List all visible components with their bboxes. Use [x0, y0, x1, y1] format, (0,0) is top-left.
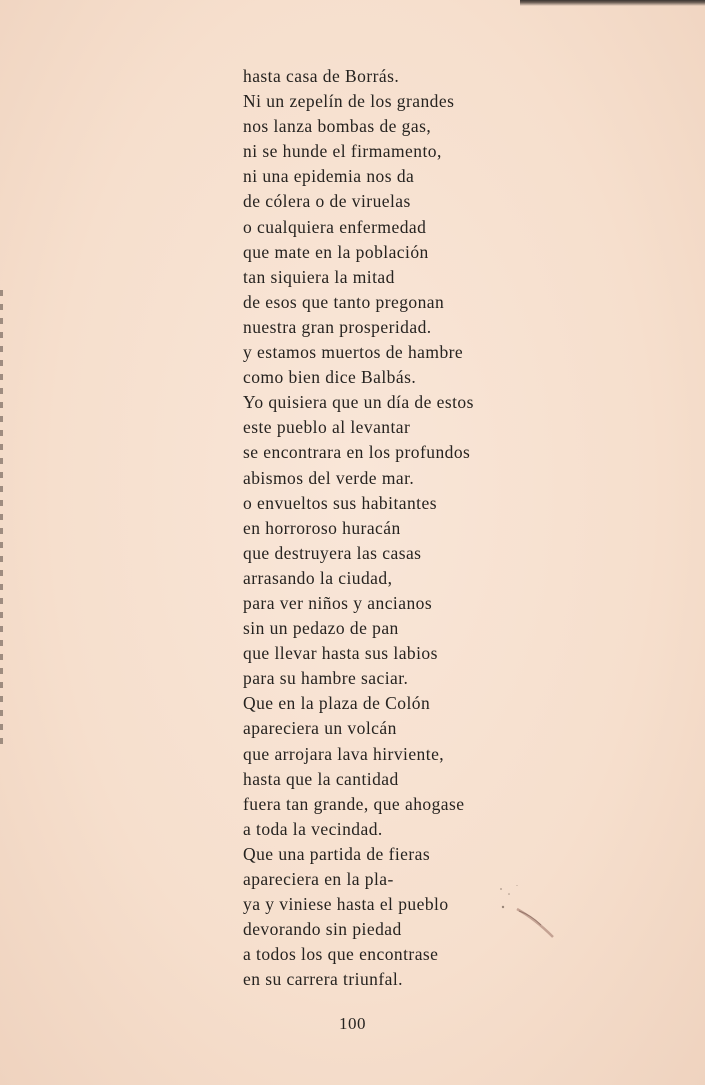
page-top-edge-shadow	[520, 0, 705, 6]
poem-line: devorando sin piedad	[243, 919, 402, 940]
poem-line: Que una partida de fieras	[243, 843, 431, 864]
poem-line: o cualquiera enfermedad	[243, 216, 427, 237]
poem-line: que mate en la población	[243, 241, 429, 262]
poem-line: de cólera o de viruelas	[243, 191, 411, 212]
poem-line: que llevar hasta sus labios	[243, 643, 438, 664]
poem-line: Que en la plaza de Colón	[243, 693, 431, 714]
poem-line: arrasando la ciudad,	[243, 567, 393, 588]
poem-line: hasta casa de Borrás.	[243, 66, 400, 86]
poem-line: apareciera en la pla-	[243, 869, 394, 889]
poem-line: se encontrara en los profundos	[243, 442, 471, 463]
poem-line: en su carrera triunfal.	[243, 969, 403, 990]
poem-line: para su hambre saciar.	[243, 668, 409, 689]
page-binding-edge	[0, 290, 3, 750]
page-number: 100	[339, 1014, 366, 1033]
poem-line: tan siquiera la mitad	[243, 266, 395, 287]
poem-line: nuestra gran prosperidad.	[243, 316, 432, 337]
poem-line: como bien dice Balbás.	[243, 367, 417, 388]
poem-line: a toda la vecindad.	[243, 818, 383, 839]
poem-line: hasta que la cantidad	[243, 768, 399, 789]
poem-line: Yo quisiera que un día de estos	[243, 392, 474, 413]
poem-line: ni se hunde el firmamento,	[243, 141, 442, 162]
poem-line: fuera tan grande, que ahogase	[243, 793, 465, 814]
poem-line: que destruyera las casas	[243, 542, 422, 563]
poem-line: sin un pedazo de pan	[243, 618, 399, 639]
poem-line: en horroroso huracán	[243, 517, 401, 538]
poem-line: o envueltos sus habitantes	[243, 492, 437, 513]
poem-line: a todos los que encontrase	[243, 944, 439, 965]
poem-line: ni una epidemia nos da	[243, 166, 415, 187]
poem-text	[243, 64, 474, 992]
poem-line: Ni un zepelín de los grandes	[243, 91, 455, 112]
poem-line: nos lanza bombas de gas,	[243, 116, 432, 137]
poem-line: que arrojara lava hirviente,	[243, 743, 445, 764]
poem-line: y estamos muertos de hambre	[243, 342, 464, 363]
poem-line: este pueblo al levantar	[243, 417, 411, 438]
poem-line: de esos que tanto pregonan	[243, 291, 445, 312]
poem-line: ya y viniese hasta el pueblo	[243, 894, 449, 915]
poem-line: apareciera un volcán	[243, 718, 397, 739]
poem-line: para ver niños y ancianos	[243, 592, 433, 613]
poem-line: abismos del verde mar.	[243, 467, 415, 488]
ink-stain-icon	[495, 885, 555, 945]
